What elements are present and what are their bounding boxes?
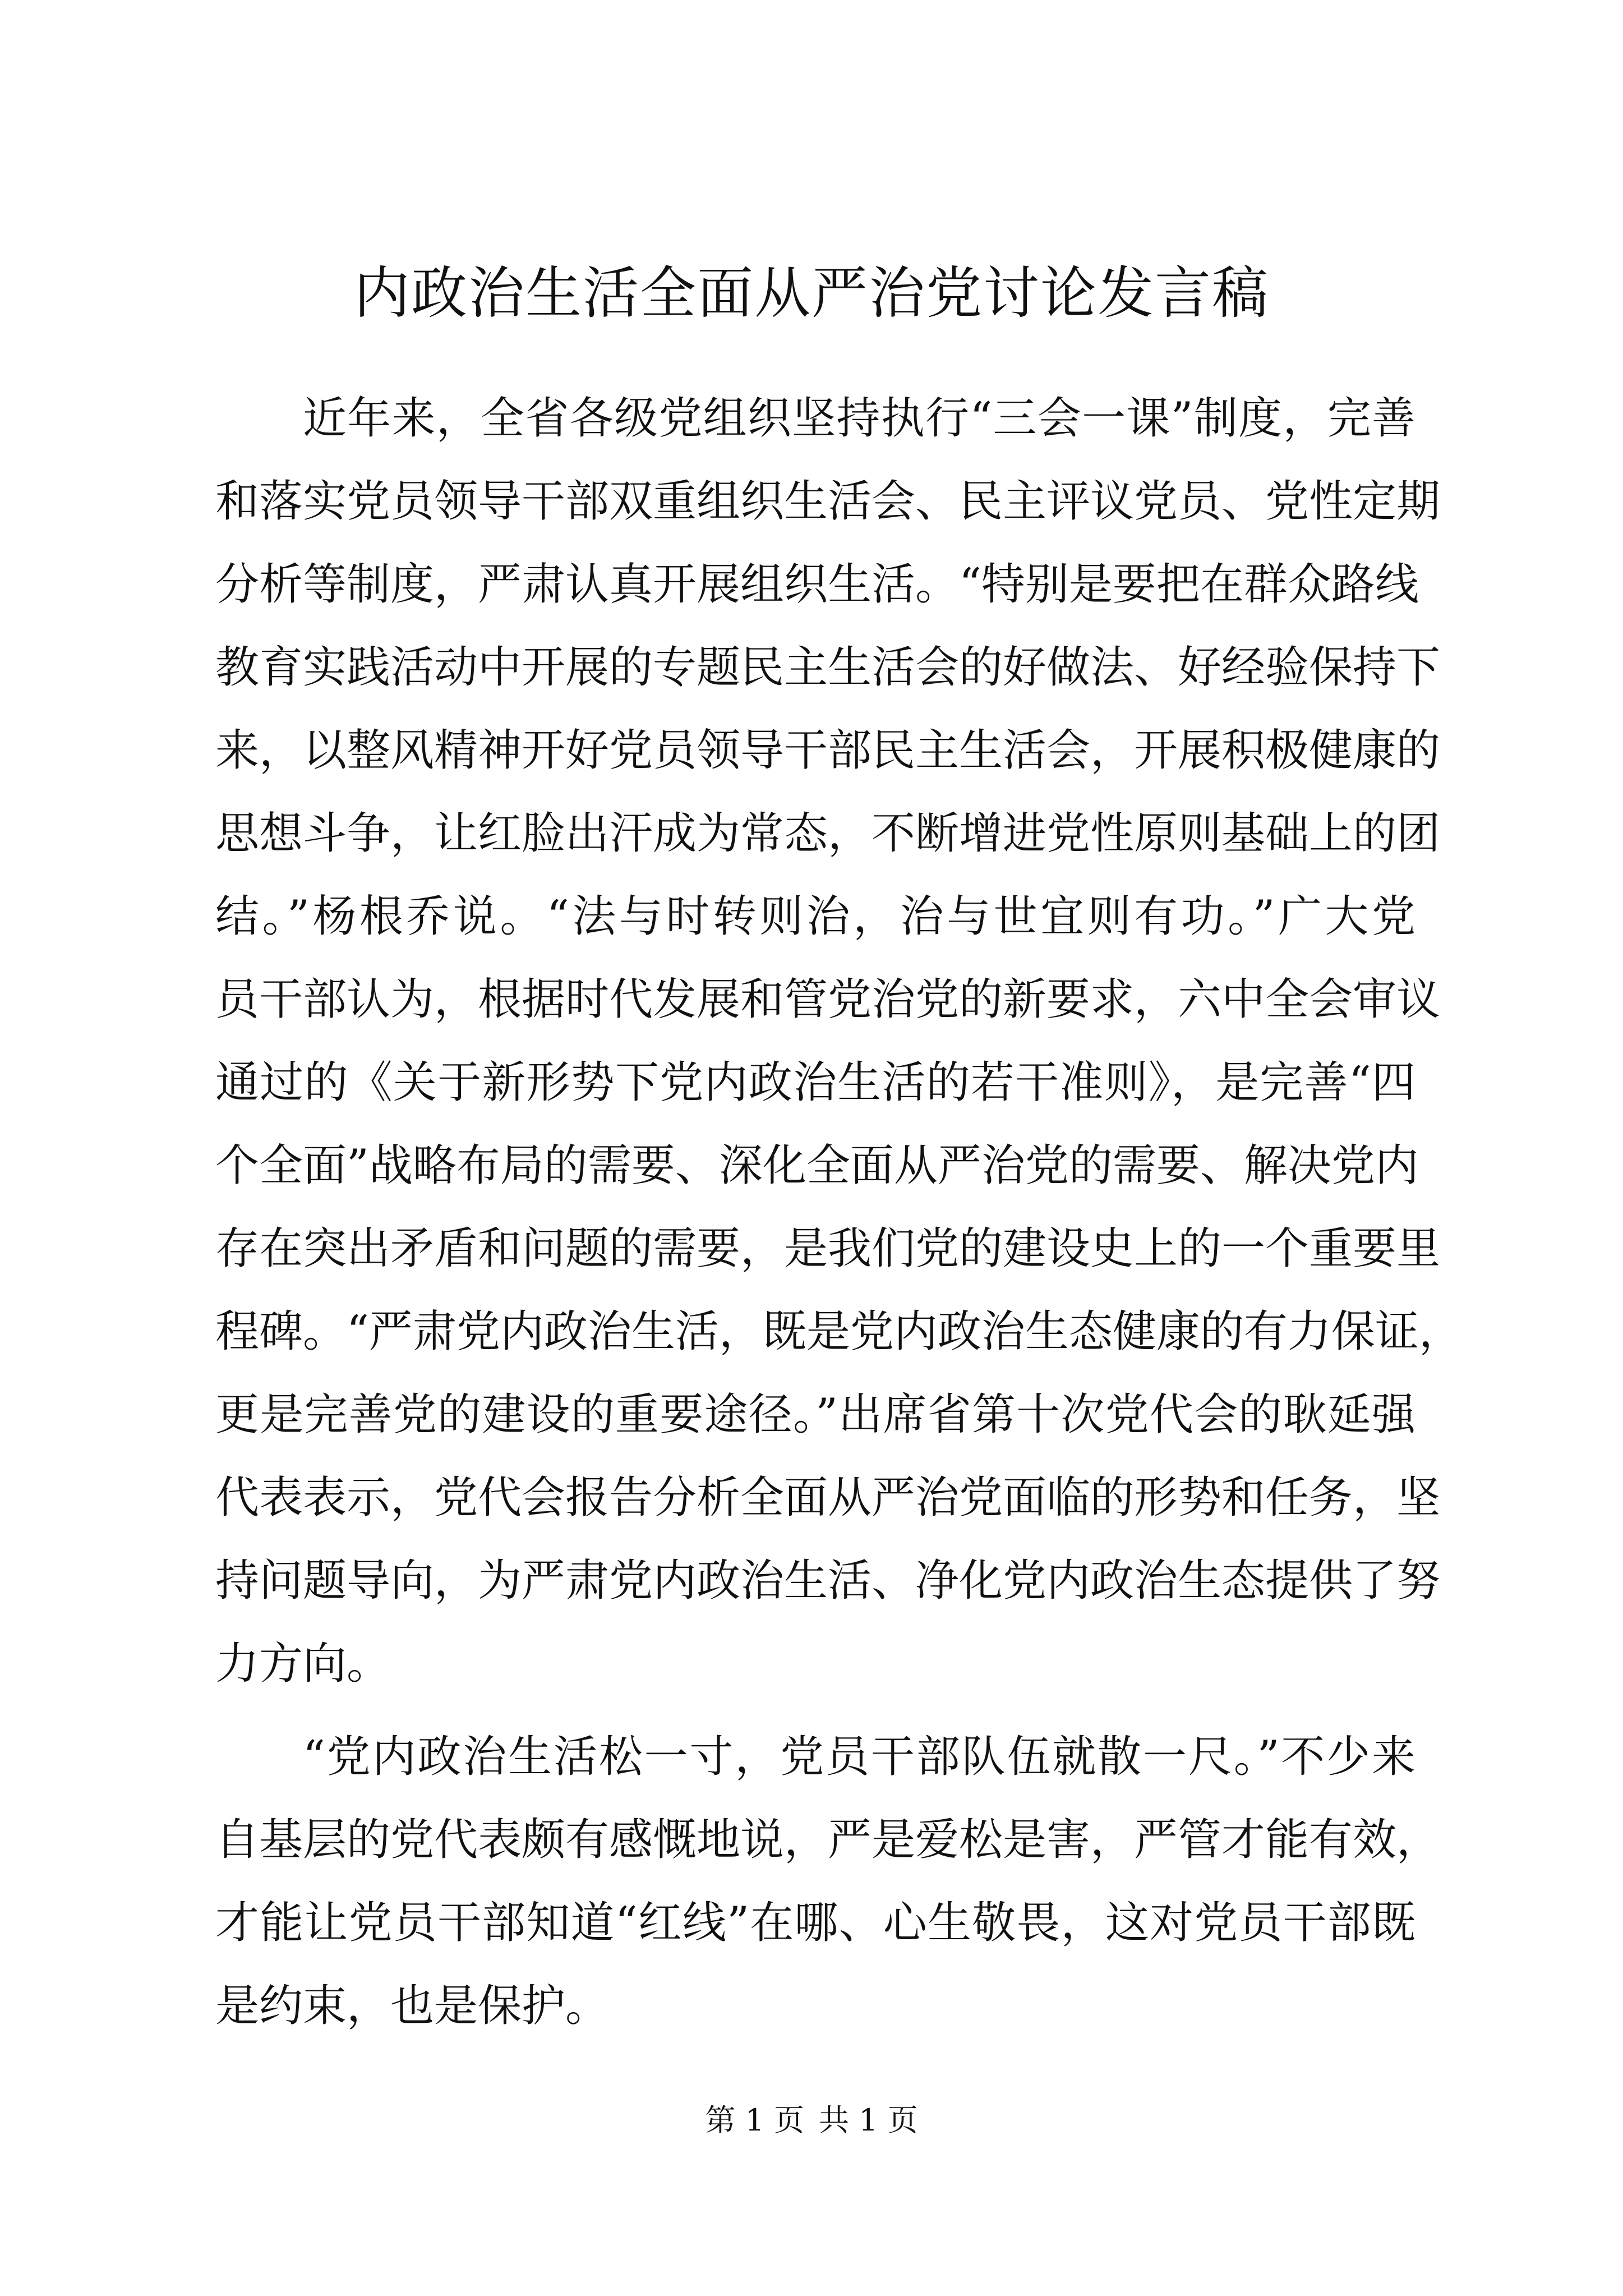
- paragraph-line: 来，以整风精神开好党员领导干部民主生活会，开展积极健康的: [215, 725, 1441, 776]
- paragraph-2: [215, 1715, 1441, 2047]
- page-footer: [0, 2098, 1623, 2143]
- page-total: 共 1 页: [819, 2102, 918, 2138]
- paragraph-1: [215, 377, 1463, 1705]
- paragraph-line: 通过的《关于新形势下党内政治生活的若干准则》，是完善“四: [215, 1057, 1415, 1108]
- paragraph-line: 结。”杨根乔说。“法与时转则治，治与世宜则有功。”广大党: [215, 891, 1415, 942]
- paragraph-line: 是约束，也是保护。: [215, 1981, 610, 2031]
- paragraph-line: 自基层的党代表颇有感慨地说，严是爱松是害，严管才能有效，: [215, 1815, 1441, 1865]
- document-body: [215, 377, 1463, 2047]
- paragraph-line: 持问题导向，为严肃党内政治生活、净化党内政治生态提供了努: [215, 1556, 1441, 1606]
- paragraph-line: “党内政治生活松一寸，党员干部队伍就散一尺。”不少来: [303, 1732, 1415, 1782]
- paragraph-line: 员干部认为，根据时代发展和管党治党的新要求，六中全会审议: [215, 974, 1441, 1025]
- paragraph-line: 分析等制度，严肃认真开展组织生活。“特别是要把在群众路线: [215, 559, 1419, 610]
- paragraph-line: 力方向。: [215, 1639, 391, 1689]
- page-number: 第 1 页: [705, 2102, 804, 2138]
- paragraph-line: 程碑。“严肃党内政治生活，既是党内政治生态健康的有力保证，: [215, 1306, 1463, 1357]
- paragraph-line: 代表表示，党代会报告分析全面从严治党面临的形势和任务，坚: [215, 1473, 1441, 1523]
- paragraph-line: 个全面”战略布局的需要、深化全面从严治党的需要、解决党内: [215, 1140, 1419, 1191]
- paragraph-line: 近年来，全省各级党组织坚持执行“三会一课”制度，完善: [303, 393, 1415, 444]
- paragraph-line: 和落实党员领导干部双重组织生活会、民主评议党员、党性定期: [215, 476, 1441, 527]
- paragraph-line: 思想斗争，让红脸出汗成为常态，不断增进党性原则基础上的团: [215, 808, 1441, 859]
- paragraph-line: 教育实践活动中开展的专题民主生活会的好做法、好经验保持下: [215, 642, 1441, 693]
- paragraph-line: 存在突出矛盾和问题的需要，是我们党的建设史上的一个重要里: [215, 1223, 1441, 1274]
- paragraph-line: 才能让党员干部知道“红线”在哪、心生敬畏，这对党员干部既: [215, 1898, 1415, 1948]
- document-title: 内政治生活全面从严治党讨论发言稿: [354, 260, 1269, 326]
- paragraph-spacer: [215, 1705, 1415, 1715]
- paragraph-line: 更是完善党的建设的重要途径。”出席省第十次党代会的耿延强: [215, 1389, 1415, 1440]
